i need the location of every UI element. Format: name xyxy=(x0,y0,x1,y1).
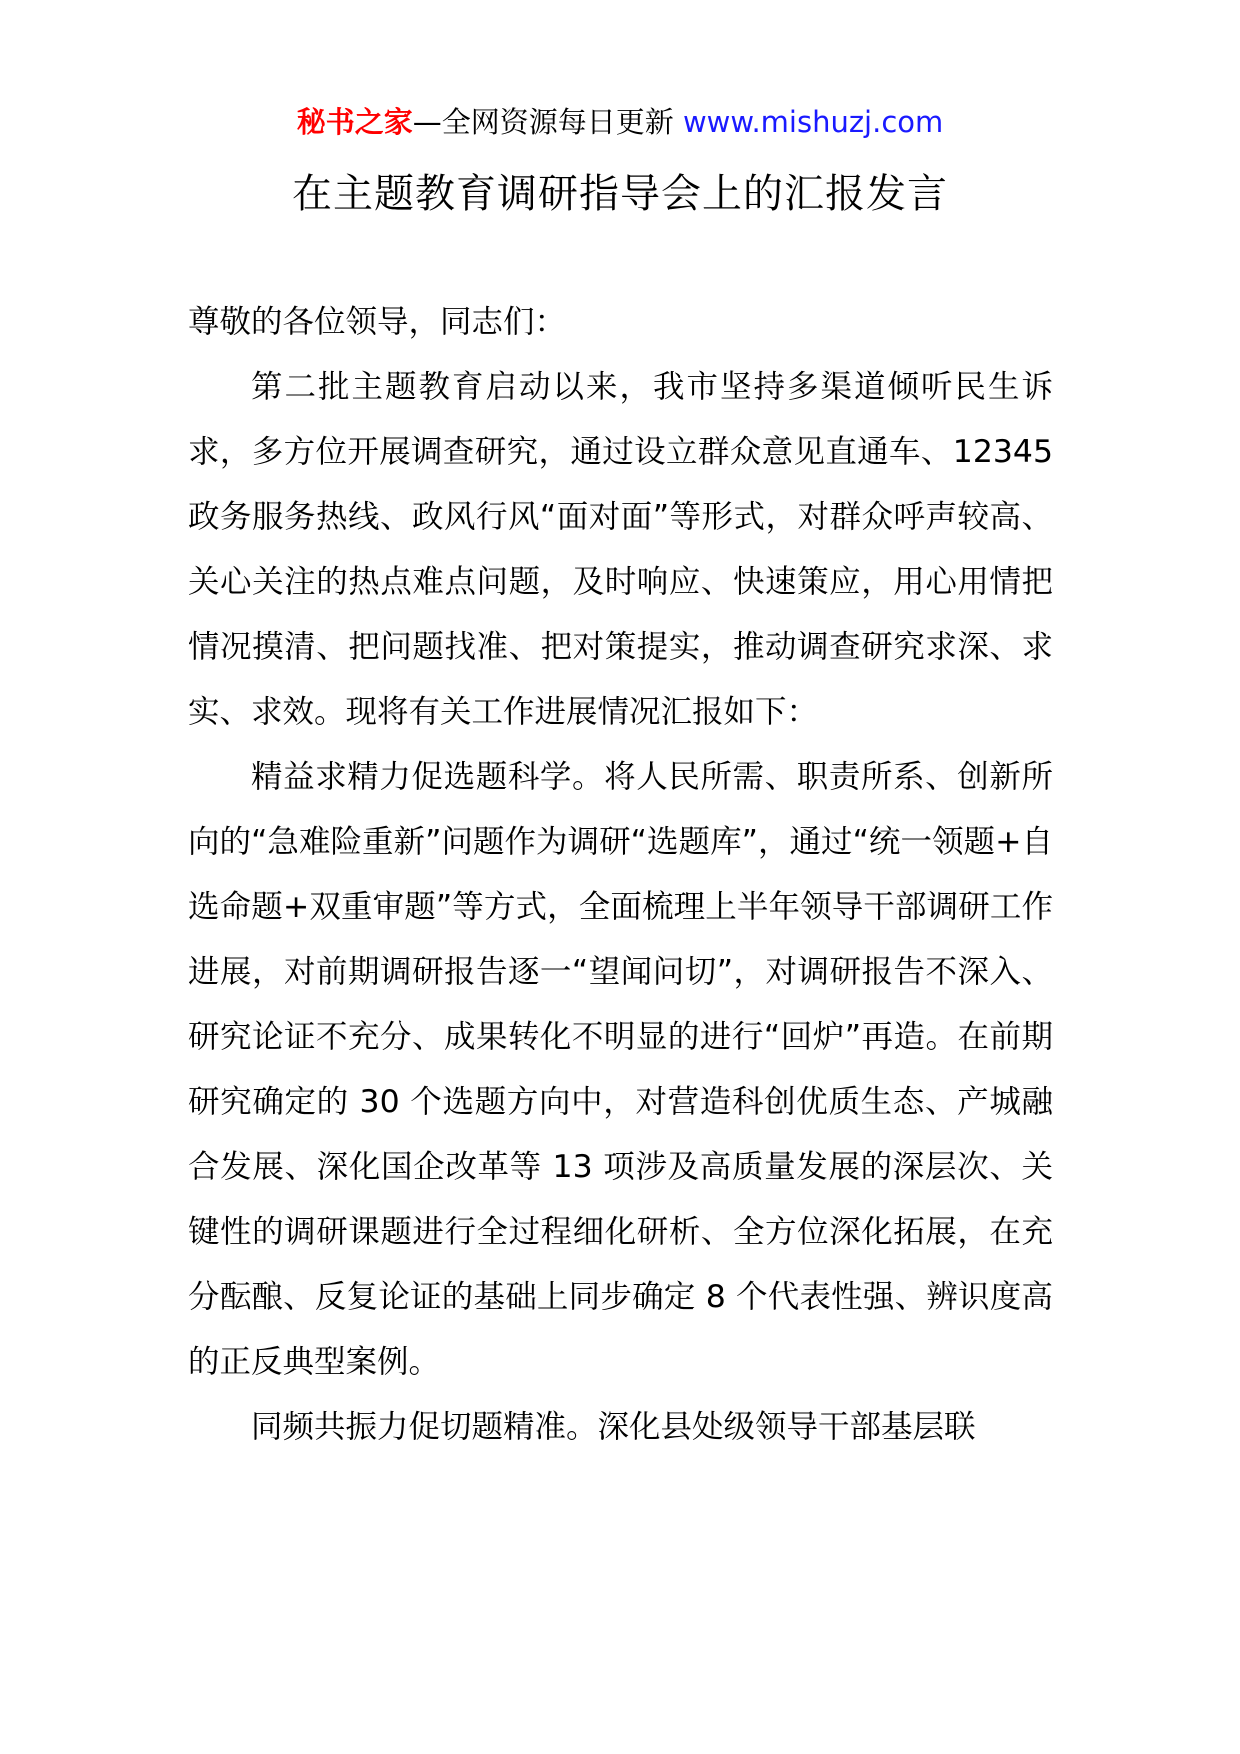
document-body xyxy=(188,290,1053,1460)
site-header xyxy=(0,100,1240,144)
site-name: 秘书之家 xyxy=(296,105,413,139)
paragraph-topic-precision: 同频共振力促切题精准。深化县处级领导干部基层联 xyxy=(251,1409,976,1445)
paragraph-intro: 第二批主题教育启动以来，我市坚持多渠道倾听民生诉求，多方位开展调查研究，通过设立群众意见直通车、12345 政务服务热线、政风行风“面对面”等形式，对群众呼声较高、关心关注的热点难点问题，及时响应、快速策应，用心用情把情况摸清、把问题找准、把对策提实，推动调查研究求深、求实、求效。现将有关工作进展情况汇报如下： xyxy=(188,369,1053,730)
greeting: 尊敬的各位领导，同志们： xyxy=(188,304,567,340)
document-title: 在主题教育调研指导会上的汇报发言 xyxy=(292,171,948,217)
paragraph-topic-selection: 精益求精力促选题科学。将人民所需、职责所系、创新所向的“急难险重新”问题作为调研“选题库”，通过“统一领题+自选命题+双重审题”等方式，全面梳理上半年领导干部调研工作进展，对前期调研报告逐一“望闻问切”，对调研报告不深入、研究论证不充分、成果转化不明显的进行“回炉”再造。在前期研究确定的 30 个选题方向中，对营造科创优质生态、产城融合发展、深化国企改革等 13 项涉及高质量发展的深层次、关键性的调研课题进行全过程细化研析、全方位深化拓展，在充分酝酿、反复论证的基础上同步确定 8 个代表性强、辨识度高的正反典型案例。 xyxy=(188,759,1053,1380)
site-slogan: —全网资源每日更新 xyxy=(412,105,683,139)
site-url-link[interactable]: www.mishuzj.com xyxy=(682,105,944,139)
